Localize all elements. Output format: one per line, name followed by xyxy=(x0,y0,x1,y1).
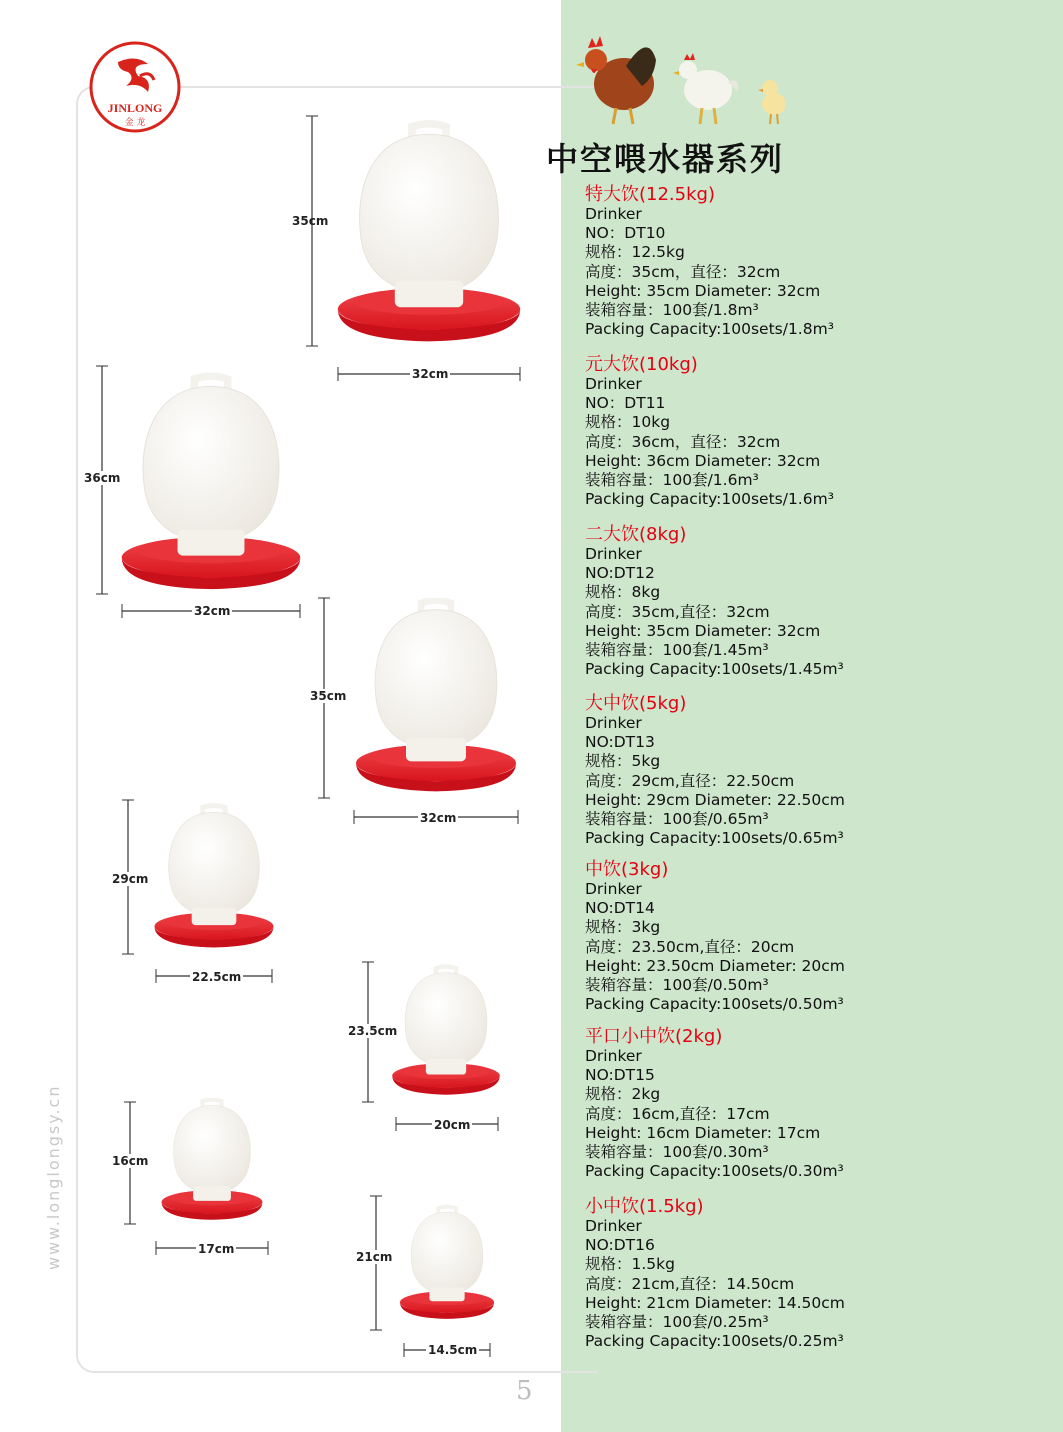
spec-line: Drinker xyxy=(585,205,642,223)
spec-line: Height: 35cm Diameter: 32cm xyxy=(585,621,821,640)
spec-name: 平口小中饮(2kg) xyxy=(585,1026,723,1047)
height-label: 35cm xyxy=(310,689,347,703)
logo-text: JINLONG xyxy=(107,101,163,115)
spec-line: Height: 23.50cm Diameter: 20cm xyxy=(585,956,845,975)
spec-line: Packing Capacity:100sets/1.45m³ xyxy=(585,660,844,679)
spec-block-dt12 xyxy=(585,525,1055,679)
dimension-lines xyxy=(312,592,532,832)
diameter-label: 14.5cm xyxy=(428,1343,478,1357)
height-label: 16cm xyxy=(112,1154,149,1168)
diameter-label: 32cm xyxy=(194,604,231,618)
spec-line: NO：DT11 xyxy=(585,394,666,413)
spec-name: 大中饮(5kg) xyxy=(585,693,687,714)
spec-block-dt14 xyxy=(585,860,1055,1014)
dimension-lines xyxy=(364,1190,504,1362)
spec-line: 装箱容量：100套/0.50m³ xyxy=(585,976,769,995)
height-label: 35cm xyxy=(292,214,329,228)
spec-line: NO:DT15 xyxy=(585,1066,655,1085)
logo-chinese: 金 龙 xyxy=(124,118,146,128)
spec-line: Packing Capacity:100sets/1.8m³ xyxy=(585,320,834,339)
spec-name: 特大饮(12.5kg) xyxy=(585,184,715,205)
spec-block-dt10 xyxy=(585,185,1055,339)
height-label: 23.5cm xyxy=(348,1024,398,1038)
spec-block-dt16 xyxy=(585,1197,1055,1351)
spec-line: NO：DT10 xyxy=(585,224,666,243)
diameter-label: 32cm xyxy=(420,811,457,825)
diameter-label: 32cm xyxy=(412,367,449,381)
spec-line: Packing Capacity:100sets/0.25m³ xyxy=(585,1332,844,1351)
spec-line: 规格：12.5kg xyxy=(585,243,685,262)
height-label: 36cm xyxy=(84,471,121,485)
spec-line: 规格：8kg xyxy=(585,583,661,602)
spec-line: Drinker xyxy=(585,375,642,393)
spec-line: Packing Capacity:100sets/1.6m³ xyxy=(585,490,834,509)
jinlong-logo xyxy=(88,40,182,134)
spec-line: 高度：35cm,直径：32cm xyxy=(585,602,770,621)
spec-line: 高度：16cm,直径：17cm xyxy=(585,1104,770,1123)
website-url: www.longlongsy.cn xyxy=(44,1084,63,1270)
spec-line: Drinker xyxy=(585,545,642,563)
spec-line: Height: 35cm Diameter: 32cm xyxy=(585,281,821,300)
spec-line: 规格：5kg xyxy=(585,752,661,771)
spec-line: Drinker xyxy=(585,1047,642,1065)
spec-line: 高度：23.50cm,直径：20cm xyxy=(585,937,795,956)
page-number: 5 xyxy=(516,1376,533,1406)
spec-line: Packing Capacity:100sets/0.65m³ xyxy=(585,829,844,848)
spec-name: 小中饮(1.5kg) xyxy=(585,1196,704,1217)
page-title: 中空喂水器系列 xyxy=(546,140,785,178)
spec-line: Drinker xyxy=(585,714,642,732)
spec-line: NO:DT16 xyxy=(585,1236,655,1255)
spec-line: 装箱容量：100套/1.6m³ xyxy=(585,471,759,490)
spec-line: 规格：3kg xyxy=(585,918,661,937)
dimension-lines xyxy=(90,362,310,622)
spec-line: 装箱容量：100套/0.25m³ xyxy=(585,1313,769,1332)
spec-line: 规格：1.5kg xyxy=(585,1255,675,1274)
chickens-image xyxy=(566,26,806,128)
spec-line: 装箱容量：100套/0.65m³ xyxy=(585,810,769,829)
spec-line: 装箱容量：100套/1.8m³ xyxy=(585,301,759,320)
dimension-lines xyxy=(116,794,286,990)
spec-line: NO:DT12 xyxy=(585,564,655,583)
spec-block-dt13 xyxy=(585,694,1055,848)
height-label: 21cm xyxy=(356,1250,393,1264)
dimension-lines xyxy=(356,956,512,1136)
spec-name: 元大饮(10kg) xyxy=(585,354,698,375)
dimension-lines xyxy=(118,1096,278,1260)
spec-line: Packing Capacity:100sets/0.30m³ xyxy=(585,1162,844,1181)
spec-line: NO:DT14 xyxy=(585,899,655,918)
spec-block-dt15 xyxy=(585,1027,1055,1181)
spec-line: 规格：2kg xyxy=(585,1085,661,1104)
spec-name: 二大饮(8kg) xyxy=(585,524,687,545)
spec-line: Drinker xyxy=(585,880,642,898)
spec-line: 高度：35cm，直径：32cm xyxy=(585,262,781,281)
spec-line: 装箱容量：100套/0.30m³ xyxy=(585,1143,769,1162)
spec-line: 高度：29cm,直径：22.50cm xyxy=(585,771,795,790)
spec-line: Height: 36cm Diameter: 32cm xyxy=(585,451,821,470)
diameter-label: 20cm xyxy=(434,1118,471,1132)
dimension-lines xyxy=(300,112,530,382)
spec-line: Packing Capacity:100sets/0.50m³ xyxy=(585,995,844,1014)
spec-line: 高度：36cm，直径：32cm xyxy=(585,432,781,451)
spec-line: 装箱容量：100套/1.45m³ xyxy=(585,641,769,660)
height-label: 29cm xyxy=(112,872,149,886)
spec-line: Height: 16cm Diameter: 17cm xyxy=(585,1123,821,1142)
spec-name: 中饮(3kg) xyxy=(585,859,669,880)
spec-line: 高度：21cm,直径：14.50cm xyxy=(585,1274,795,1293)
spec-line: Height: 29cm Diameter: 22.50cm xyxy=(585,790,845,809)
spec-line: NO:DT13 xyxy=(585,733,655,752)
diameter-label: 22.5cm xyxy=(192,970,242,984)
spec-line: Drinker xyxy=(585,1217,642,1235)
spec-line: Height: 21cm Diameter: 14.50cm xyxy=(585,1293,845,1312)
spec-block-dt11 xyxy=(585,355,1055,509)
diameter-label: 17cm xyxy=(198,1242,235,1256)
spec-line: 规格：10kg xyxy=(585,413,671,432)
